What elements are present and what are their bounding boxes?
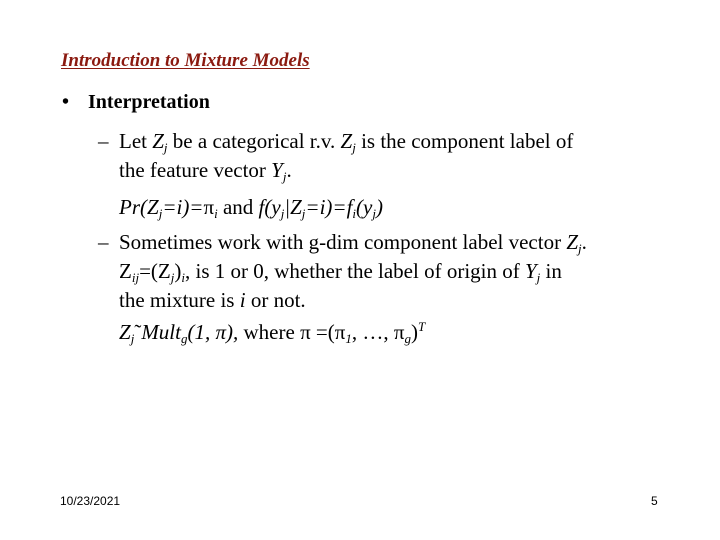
- bullet-dot: •: [62, 91, 70, 113]
- sub2-line3: the mixture is i or not.: [119, 288, 306, 312]
- sub2-line1: Sometimes work with g-dim component label vector $Z_j$.: [119, 230, 587, 256]
- slide-title: Introduction to Mixture Models: [61, 50, 310, 71]
- bullet-text: Interpretation: [88, 91, 210, 113]
- sub2-line4-formula: $Z_j˜Mult_g(1$, π), where $\pi =(\pi_1$, …, $\pi_g)^T$: [119, 319, 426, 346]
- sub2-line2: $Z_{ij}=(Z_j)_i$, is 1 or 0, whether the label of origin of $Y_j$ in: [119, 259, 562, 285]
- sub1-line1: Let $Z_j$ be a categorical r.v. $Z_j$ is the component label of: [119, 129, 574, 155]
- dash-marker: –: [98, 230, 109, 254]
- bullet-interpretation: [62, 91, 210, 114]
- sub1-line3-formula: $Pr(Z_j=i)=\pi_i$ and $f(y_j|Z_j=i)=f_i(y_j)$: [119, 195, 383, 221]
- footer-date: 10/23/2021: [60, 494, 121, 508]
- sub1-line2: the feature vector $Y_j$.: [119, 158, 292, 184]
- page-number: 5: [651, 494, 658, 508]
- dash-marker: –: [98, 129, 109, 153]
